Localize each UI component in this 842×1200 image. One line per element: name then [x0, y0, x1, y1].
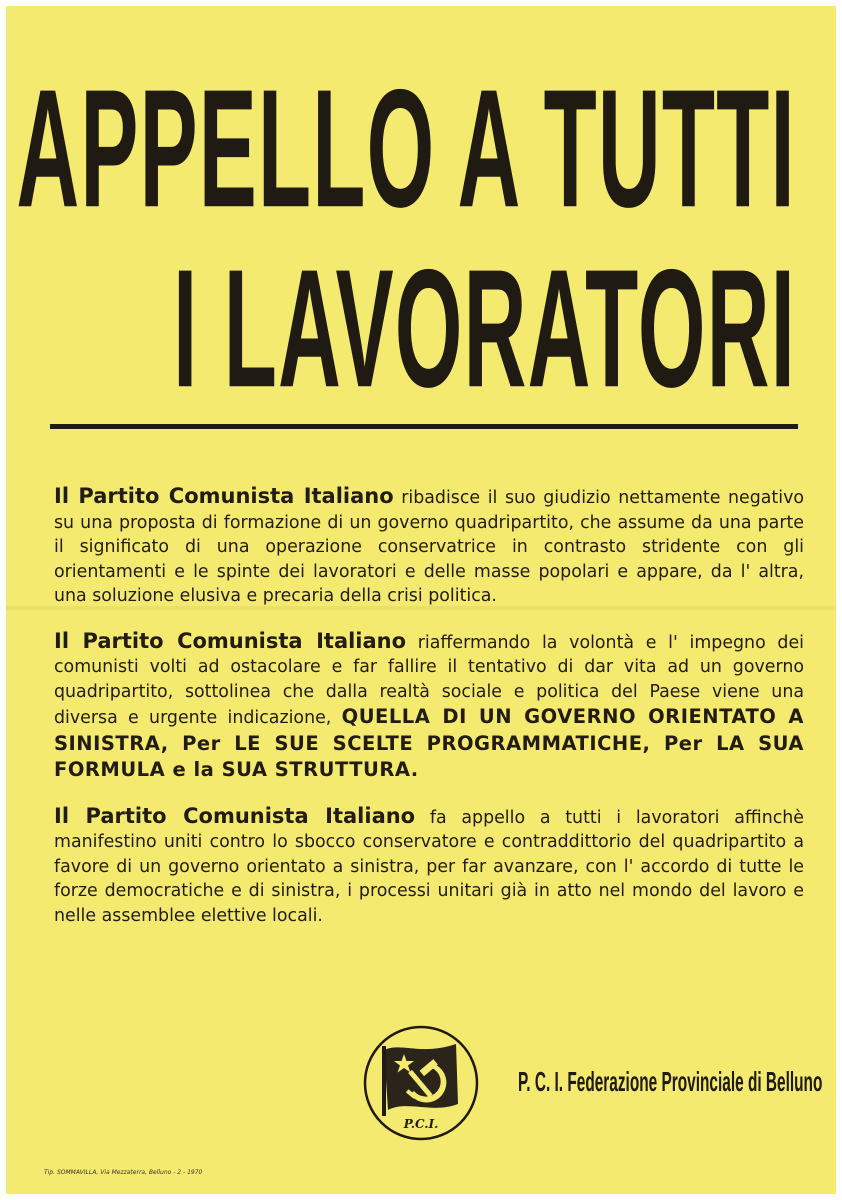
paragraph-3-text: fa appello a tutti i lavoratori affinchè manifestino uniti contro lo sbocco conservatore e contraddittorio del quadripartito a favore di un governo orientato a sinistra, per far avanzare, con l' accordo di tutte le forze democratiche e di sinistra, i processi unitari già in atto nel mondo del lavoro e nelle assemblee elettive locali.	[54, 807, 805, 926]
paragraph-1-lead: Il Partito Comunista Italiano	[54, 484, 394, 508]
paragraph-2-lead: Il Partito Comunista Italiano	[54, 628, 407, 653]
emblem-label: P.C.I.	[403, 1117, 439, 1131]
paragraph-2-emphasis: QUELLA DI UN GOVERNO ORIENTATO A SINISTRA, Per LE SUE SCELTE PROGRAMMATICHE, Per LA SUA FORMULA e la SUA STRUTTURA.	[54, 705, 805, 781]
paragraph-2-text: riaffermando la volontà e l' impegno dei comunisti volti ad ostacolare e far fallire il tentativo di dar vita ad un governo quadripartito, sottolinea che dalla realtà sociale e politica del Paese viene una diversa e urgente indicazione,	[54, 632, 805, 728]
pci-emblem-icon	[362, 1024, 480, 1142]
paragraph-3-lead: Il Partito Comunista Italiano	[54, 803, 416, 828]
paragraph-3	[54, 804, 804, 929]
paragraph-1	[54, 484, 804, 609]
title-line-2: I LAVORATORI	[173, 233, 796, 423]
paragraph-2	[54, 629, 804, 784]
poster-body	[54, 484, 804, 948]
paragraph-1-text: ribadisce il suo giudizio nettamente negativo su una proposta di formazione di un governo quadripartito, che assume da una parte il significato di una operazione conservatrice in contrasto stridente con gli orientamenti e le spinte dei lavoratori e delle masse popolari e appare, da l' altra, una soluzione elusiva e precaria della crisi politica.	[54, 488, 804, 606]
poster	[6, 6, 836, 1194]
printer-note: Tip. SOMMAVILLA, Via Mezzaterra, Belluno - 2 - 1970	[44, 1169, 203, 1176]
title-line-1: APPELLO A TUTTI	[16, 53, 796, 243]
signature: P. C. I. Federazione Provinciale di Belluno	[518, 1066, 823, 1097]
title-divider	[50, 424, 798, 429]
